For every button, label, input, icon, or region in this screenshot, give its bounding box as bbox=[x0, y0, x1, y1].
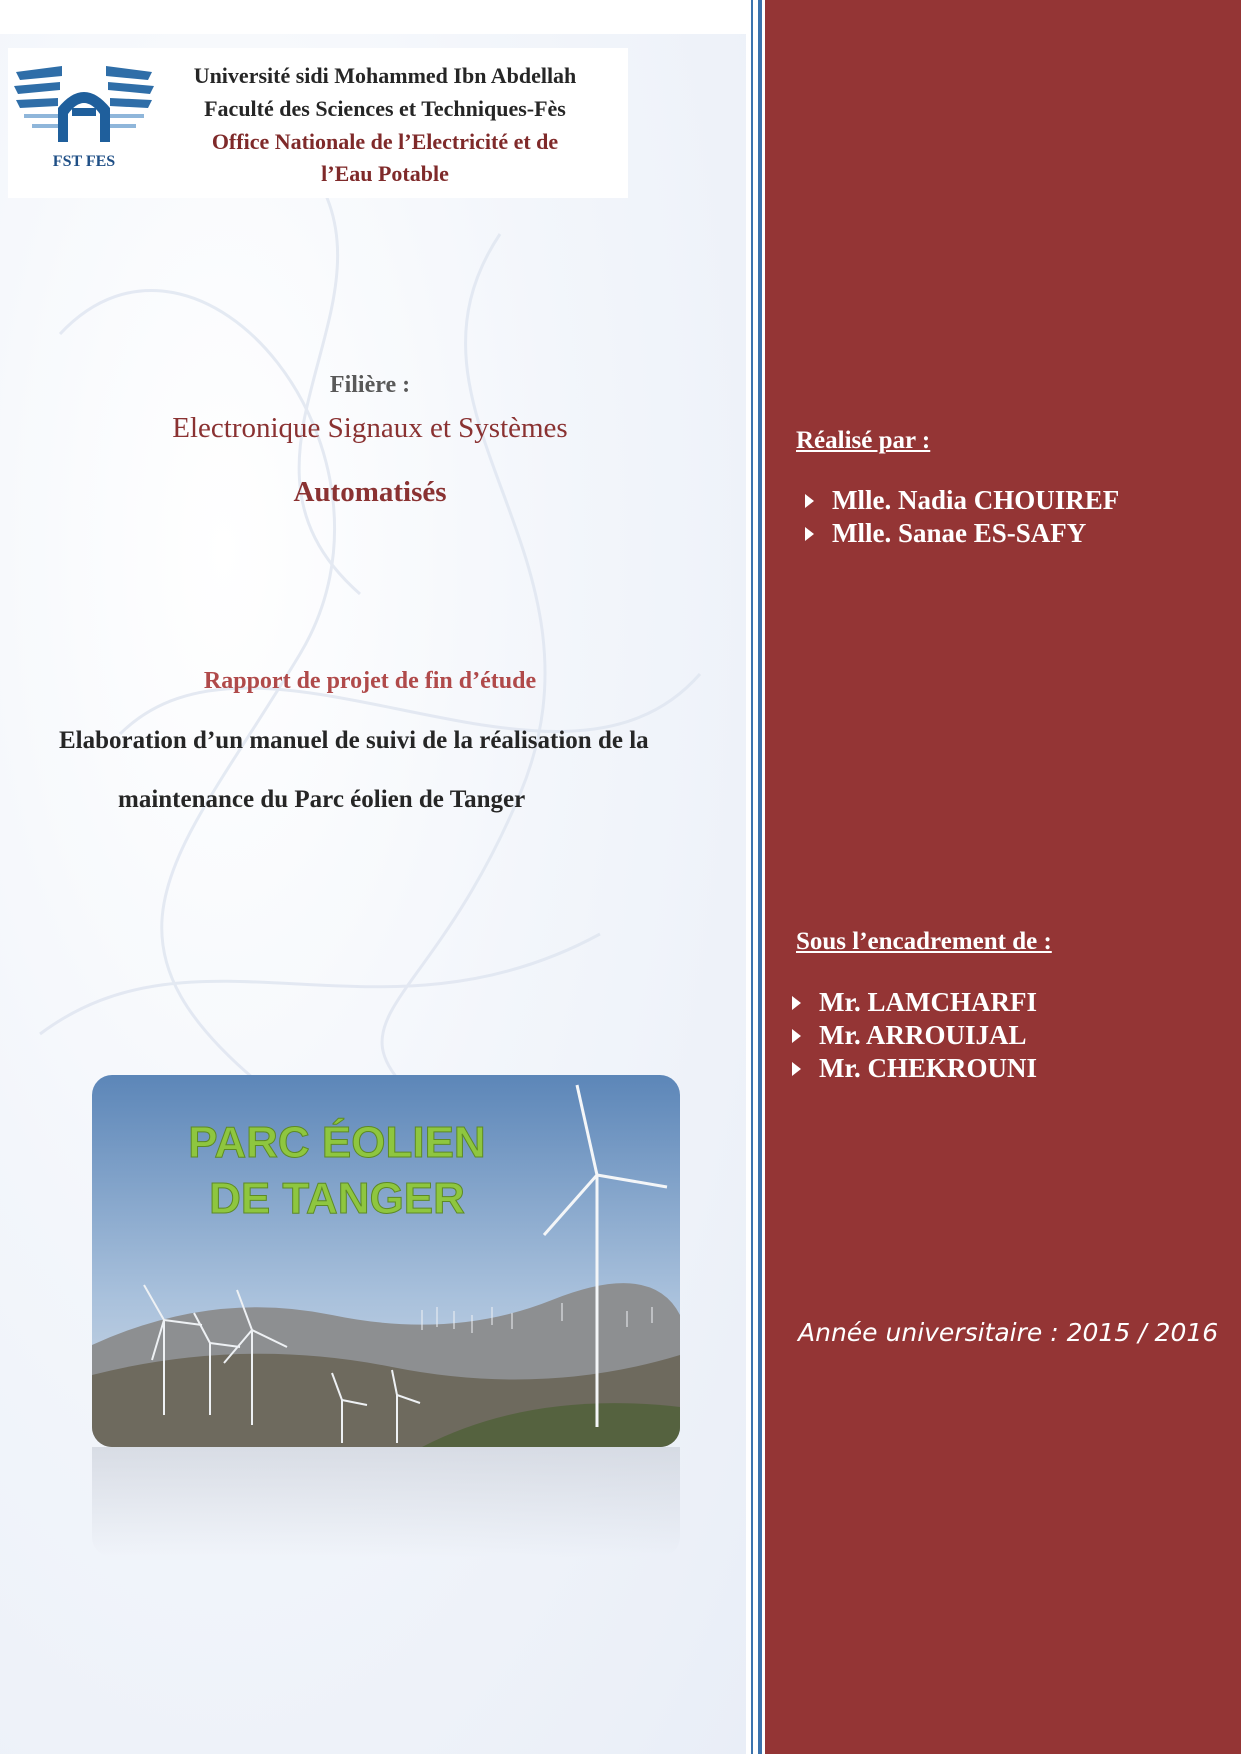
photo-caption-line1: PARC ÉOLIEN bbox=[188, 1118, 486, 1167]
filiere-name-line1: Electronique Signaux et Systèmes bbox=[172, 412, 568, 444]
authors-heading: Réalisé par : bbox=[796, 427, 931, 454]
supervisor-name: Mr. LAMCHARFI bbox=[819, 987, 1037, 1017]
triangle-bullet-icon bbox=[805, 527, 814, 541]
right-sidebar bbox=[765, 0, 1241, 1754]
triangle-bullet-icon bbox=[792, 1062, 801, 1076]
photo-reflection bbox=[92, 1447, 680, 1557]
wind-farm-photo bbox=[92, 1075, 680, 1447]
author-name: Mlle. Nadia CHOUIREF bbox=[832, 485, 1120, 515]
supervisors-heading: Sous l’encadrement de : bbox=[796, 928, 1052, 955]
triangle-bullet-icon bbox=[792, 1029, 801, 1043]
faculty-name: Faculté des Sciences et Techniques-Fès bbox=[204, 96, 566, 121]
triangle-bullet-icon bbox=[805, 494, 814, 508]
report-title-line1: Elaboration d’un manuel de suivi de la réalisation de la bbox=[59, 727, 649, 754]
supervisor-name: Mr. CHEKROUNI bbox=[819, 1053, 1038, 1083]
divider-line bbox=[758, 0, 762, 1754]
logo-text: FST FES bbox=[52, 153, 116, 170]
university-name: Université sidi Mohammed Ibn Abdellah bbox=[193, 63, 577, 88]
author-name: Mlle. Sanae ES-SAFY bbox=[832, 518, 1087, 548]
supervisor-item bbox=[792, 1053, 1037, 1084]
supervisor-name: Mr. ARROUIJAL bbox=[819, 1020, 1027, 1050]
academic-year: Année universitaire : 2015 / 2016 bbox=[798, 1318, 1219, 1347]
author-item bbox=[805, 485, 1119, 516]
office-name-line1: Office Nationale de l’Electricité et de bbox=[211, 129, 559, 154]
divider-line bbox=[751, 0, 753, 1754]
triangle-bullet-icon bbox=[792, 996, 801, 1010]
filiere-name-line2: Automatisés bbox=[293, 476, 447, 508]
report-title-line2: maintenance du Parc éolien de Tanger bbox=[118, 786, 526, 813]
supervisor-item bbox=[792, 1020, 1027, 1051]
author-item bbox=[805, 518, 1086, 549]
wind-farm-illustration bbox=[92, 1075, 680, 1447]
report-type: Rapport de projet de fin d’étude bbox=[203, 668, 537, 694]
supervisor-item bbox=[792, 987, 1037, 1018]
office-name-line2: l’Eau Potable bbox=[321, 161, 449, 186]
photo-caption-line2: DE TANGER bbox=[209, 1174, 465, 1223]
filiere-label: Filière : bbox=[329, 372, 411, 398]
fst-fes-logo bbox=[14, 62, 154, 174]
